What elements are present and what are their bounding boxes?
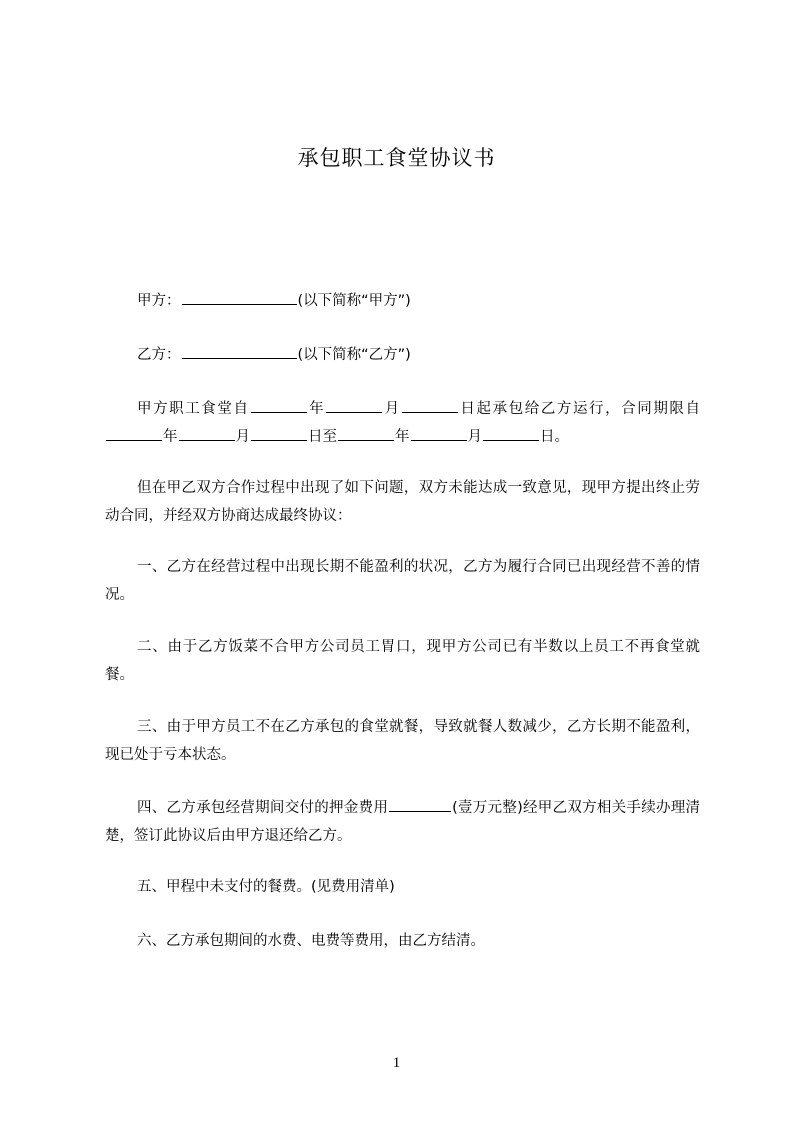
from-day-blank <box>251 424 307 441</box>
page-number: 1 <box>392 1055 401 1071</box>
party-a-label: 甲方： <box>137 293 181 309</box>
from-year-blank <box>106 424 162 441</box>
clause-4-text-before: 四、乙方承包经营期间交付的押金费用 <box>137 800 389 816</box>
to-year-blank <box>338 424 394 441</box>
term-paragraph <box>105 395 700 451</box>
clause-5: 五、甲程中未支付的餐费。(见费用清单) <box>137 879 395 895</box>
party-b-note: (以下简称“乙方”) <box>297 347 411 363</box>
start-year-blank <box>251 396 307 413</box>
party-a-line <box>105 287 700 315</box>
intro-paragraph: 但在甲乙双方合作过程中出现了如下问题，双方未能达成一致意见，现甲方提出终止劳动合同，并经双方协商达成最终协议： <box>105 480 700 524</box>
to-day-blank <box>483 424 539 441</box>
party-b-line <box>105 341 700 369</box>
term-text-5: 年 <box>163 429 178 445</box>
term-text-2: 年 <box>307 401 326 417</box>
document-title: 承包职工食堂协议书 <box>297 146 496 170</box>
deposit-amount-blank <box>389 795 451 812</box>
start-day-blank <box>402 396 458 413</box>
term-text-10: 日。 <box>540 429 569 445</box>
term-text-9: 月 <box>467 429 482 445</box>
party-a-blank <box>182 288 297 305</box>
start-month-blank <box>326 396 382 413</box>
from-month-blank <box>179 424 235 441</box>
term-text-8: 年 <box>395 429 410 445</box>
party-b-blank <box>182 342 297 359</box>
term-text-7: 日至 <box>308 429 337 445</box>
term-text-3: 月 <box>383 401 401 417</box>
clause-3: 三、由于甲方员工不在乙方承包的食堂就餐，导致就餐人数减少，乙方长期不能盈利，现已处于亏本状态。 <box>105 719 700 763</box>
to-month-blank <box>411 424 467 441</box>
term-text-4: 日起承包给乙方运行，合同期限自 <box>458 401 701 417</box>
party-b-label: 乙方： <box>137 347 181 363</box>
term-text-6: 月 <box>235 429 250 445</box>
term-text-1: 甲方职工食堂自 <box>137 401 250 417</box>
party-a-note: (以下简称“甲方”) <box>297 293 411 309</box>
clause-1: 一、乙方在经营过程中出现长期不能盈利的状况，乙方为履行合同已出现经营不善的情况。 <box>105 559 700 603</box>
clause-2: 二、由于乙方饭菜不合甲方公司员工胃口，现甲方公司已有半数以上员工不再食堂就餐。 <box>105 639 700 683</box>
clause-6: 六、乙方承包期间的水费、电费等费用，由乙方结清。 <box>137 933 485 949</box>
clause-4-text-after: (壹万元整)经甲乙双方相关手续办理清楚，签订此协议后由甲方退还给乙方。 <box>105 800 701 844</box>
clause-4 <box>105 794 700 850</box>
